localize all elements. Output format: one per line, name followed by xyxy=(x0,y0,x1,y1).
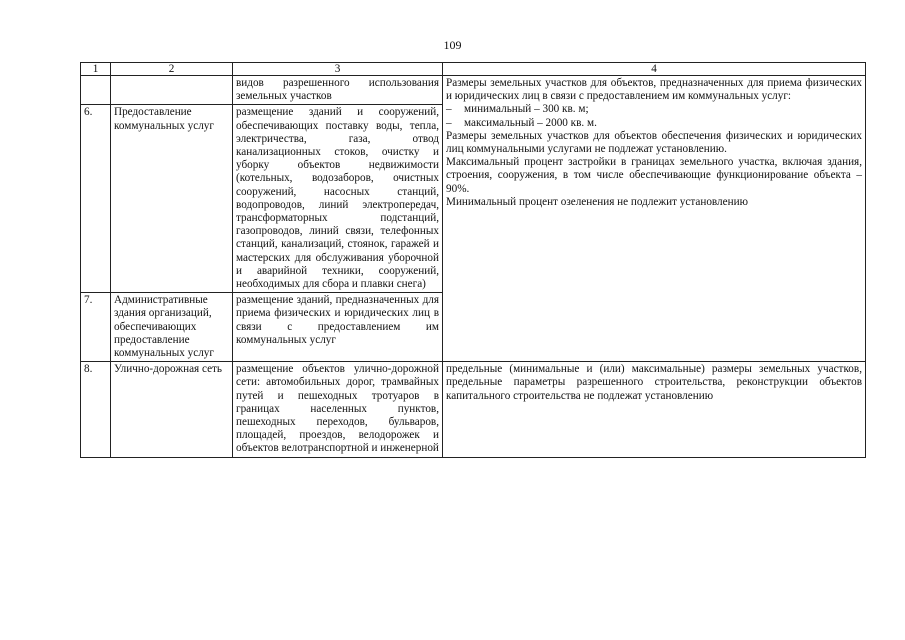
row-7-number: 7. xyxy=(81,293,111,362)
header-col-4: 4 xyxy=(443,63,866,76)
row-7-name: Административные здания организаций, обеспечивающих предоставление коммунальных услуг xyxy=(111,293,233,362)
table-header-row xyxy=(81,63,866,76)
params-cell-rows-6-7 xyxy=(443,76,866,362)
continuation-name-cell xyxy=(111,76,233,105)
row-8-number: 8. xyxy=(81,362,111,457)
continuation-num-cell xyxy=(81,76,111,105)
row-8-description: размещение объектов улично-дорожной сети: автомобильных дорог, трамвайных путей и пешеходных тротуаров в границах населенных пунктов, пешеходных переходов, бульваров, площадей, проездов, велодорожек и объектов велотранспортной и инженерной xyxy=(233,362,443,457)
params-intro: Размеры земельных участков для объектов, предназначенных для приема физических и юридических лиц в связи с предоставлением им коммунальных услуг: xyxy=(446,77,862,103)
row-6-description: размещение зданий и сооружений, обеспечивающих поставку воды, тепла, электричества, газа, отвод канализационных стоков, очистку и уборку объектов недвижимости (котельных, водозаборов, очистных сооружений, насосных станций, водопроводов, линий электропередач, трансформаторных подстанций, газопроводов, линий связи, телефонных станций, канализаций, стоянок, гаражей и мастерских для обслуживания уборочной и аварийной техники, сооружений, необходимых для сбора и плавки снега) xyxy=(233,105,443,293)
table-row-8 xyxy=(81,362,866,457)
row-7-description: размещение зданий, предназначенных для приема физических и юридических лиц в связи с предоставлением им коммунальных услуг xyxy=(233,293,443,362)
row-6-number: 6. xyxy=(81,105,111,293)
params-min-size-text: минимальный – 300 кв. м; xyxy=(464,103,589,116)
regulations-table xyxy=(80,62,866,458)
params-max-size-text: максимальный – 2000 кв. м. xyxy=(464,116,597,129)
row-8-params: предельные (минимальные и (или) максимальные) размеры земельных участков, предельные параметры разрешенного строительства, реконструкции объектов капитального строительства не подлежат установлению xyxy=(443,362,866,457)
page-number: 109 xyxy=(443,38,462,52)
params-min-size: – минимальный – 300 кв. м; xyxy=(446,103,589,116)
header-col-1: 1 xyxy=(81,63,111,76)
header-col-3: 3 xyxy=(233,63,443,76)
params-max-size: – максимальный – 2000 кв. м. xyxy=(446,116,597,129)
row-8-name: Улично-дорожная сеть xyxy=(111,362,233,457)
params-max-coverage: Максимальный процент застройки в границах земельного участка, включая здания, строения, сооружения, в том числе обеспечивающие функционирование объекта – 90%. xyxy=(446,156,862,195)
params-utilities-note: Размеры земельных участков для объектов обеспечения физических и юридических лиц коммунальными услугами не подлежат установлению. xyxy=(446,129,862,156)
header-col-2: 2 xyxy=(111,63,233,76)
params-min-greening: Минимальный процент озеленения не подлежит установлению xyxy=(446,195,748,208)
row-6-name: Предоставление коммунальных услуг xyxy=(111,105,233,293)
table-row-continuation xyxy=(81,76,866,105)
continuation-description: видов разрешенного использования земельных участков xyxy=(233,76,443,105)
